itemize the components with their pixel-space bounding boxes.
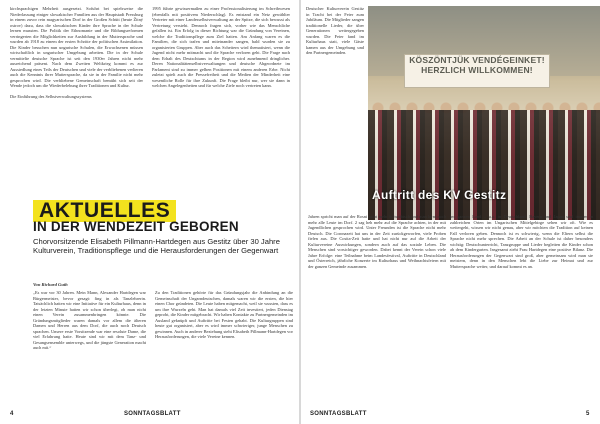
- right-bottom-column-2: im ganzen Land – u.a. in Deutschland, Bayern und Japan und immer in zahlreichen Orten im Ungarischen Mittelgebirge sehen wir oft. Wie es weitergeht, wissen wir nicht genau, aber wir möchten die Tradition auf keinen Fall verloren geben. Dennoch ist es schwierig, wenn die Eltern selbst die Sprache nicht mehr sprechen. Die Arbeit an der Schule ist daher besonders wichtig: Deutschunterricht, Tanzgruppe und Lieder begleiten die Kinder schon ab dem Kindergarten. Insgesamt zieht Frau Hartdegen eine positive Bilanz. Die Herausforderungen der Gegenwart sind groß, aber gemeinsam wird man sie meistern, denn in den Menschen lebt die Liebe zur Heimat und zur Muttersprache weiter, und darauf kommt es an.: [450, 214, 593, 269]
- page-number-left: 4: [10, 411, 14, 417]
- article-deck: Chorvorsitzende Elisabeth Pillmann-Hartdegen aus Gestitz über 30 Jahre Kulturverein, Traditionspflege und die Herausforderungen der Gegenwart: [33, 237, 280, 255]
- publication-name-right: SONNTAGSBLATT: [310, 411, 367, 417]
- left-top-column-1-text: kirchsprachigen Mehrheit ausgesetzt. Sofuhrt bei spielsweise die Niederlassung einiger slowakischer Familien aus der Hauptstadt Pressburg in einem zuvor rein magyarischen Dorf in der Großen Schütt (heute Žitný ostrov) dazu, dass die slowakischen Kinder ihre Sprache in der Schule lernen mussten. Die Politik der Ethnomanie und die Bildungsreformen verringerten die Möglichkeiten zur Ausbildung in der Muttersprache und wurden ab 1918 zu einem der ersten Schritte der politischen Assimilation. Die Kinder besuchen nun ungarische Schulen, die Erwachsenen müssen wirtschaftlich in ungarischer Umgebung arbeiten. Die in der Schule vermittelte deutsche Sprache ist seit den 1930er Jahren nicht mehr ausreichend präsent. Nach dem Zweiten Weltkrieg kommt es zur Aussiedlung eines Teils der Deutschen und viele der verbliebenen verlieren auch die Kenntnis ihrer Muttersprache, da sie in der Familie nicht mehr gesprochen wird. Die verbliebene Gemeinschaft bemüht sich seit der Wende jedoch um die Wiederbelebung ihrer Traditionen und Kultur.: [10, 6, 143, 88]
- left-top-column-1-end: Die Einführung des Selbstverwaltungssystems: [10, 94, 92, 99]
- choir-members: [368, 110, 600, 220]
- right-bottom-column-1: Jahren spricht man auf der Rosni nicht mehr Schwäbisch und man lernt noch mehr alle Leute im Dorf. 2 sag heh mehr auf die Sprache achten, in der mit Jugendlichen gesprochen wird. Unter Freunden ist die Sprache nicht mehr Deutsch. Die Coronazeit hat uns in der Zeit zurückgeworfen, viele Proben fielen aus. Die Cosita-Zeit hatte und hat nicht nur auf die Arbeit der Kulturvereine Auswirkungen, sondern auch auf das soziale Leben. Die Menschen sind vorsichtiger geworden. Dabei kennt der Verein schon viele Jahre Erfolge: eine Teilnahme beim Landesfestival, Auftritte in Deutschland und Österreich, jährliche Konzerte im Kulturhaus und Weihnachtsfeiern mit der ganzen Gemeinde zusammen.: [308, 214, 446, 269]
- article-byline: Von Richard Guth: [33, 282, 68, 287]
- left-top-column-1: [10, 6, 143, 158]
- page-number-right: 5: [586, 411, 590, 417]
- section-kicker: AKTUELLES: [33, 200, 176, 222]
- left-top-column-2: 1995 führte gewissermaßen zu einer Professionalisierung im Schreibwesen (ebenfalls mit positivem Niederschlag). Es entstand ein Netz gewählter Vertreter mit einer Landesselbstverwaltung an der Spitze, die sich bewusst als Vertretung versteht. Dennoch fragen sich, vorher wie das Menschliche gefallen ist. Ein Erfolg in dieser Richtung war die Gründung von Vereinen, welche die Traditionspflege zum Ziel hatten. Am Anfang waren es die Familien, die sich trafen und miteinander sangen, bald wurden sie zu organisierten Gruppen. Aber auch das Scheitern wird thematisiert, wenn die Jugend nicht mehr mitmacht und die Sprache verloren geht. Die Frage nach dem Erhalt des Deutschtums in der Region wird zunehmend dringlicher. Deren Nationalitätenselbstverwaltungen und deutsche Abgeordnete im Parlament sind zu immer gelben Positionen mit einem anderen Erbe. Nicht zuletzt spielt auch die Pressefreiheit und die Medien der Minderheit eine wesentliche Rolle für ihre Zukunft. Die Frage bleibt nur, wer sie dann in welchen Angelegenheiten und für welche Ziele noch vertreten kann.: [152, 6, 290, 88]
- left-bottom-column-2: Zu den Traditionen gehörte für das Gründungsjahr die Anbindung an die Gemeinschaft der Ungarndeutschen, damals waren wir die ersten, die hier einen Chor gründeten. Die Leute haben mitgemacht, weil sie wussten, dass es um ihre Wurzeln geht. Man hat damals viel Zeit investiert, jeden Dienstag geprobt, die Kinder mitgebracht. Wir haben Kontakte zu Partnergemeinden im Ausland geknüpft und Auftritte bei Festen gehabt. Die Kulturgruppen sind heute gut organisiert, aber es wird immer schwieriger, junge Menschen zu gewinnen. Auch in anderer Beziehung steht Elisabeth Pillmann-Hartdegen vor Herausforderungen, die viele Vereine kennen.: [155, 290, 293, 339]
- banner-line-2: HERZLICH WILLKOMMEN!: [421, 65, 533, 75]
- welcome-banner: [404, 54, 550, 88]
- left-bottom-column-1: „Es war vor 30 Jahren. Mein Mann, Alexander Hartdegen war Bürgermeister, bevor gesagt: fing in als Tanzlehrerin. Tatsächlich hatten wir eine Initiative für ein Kulturhaus, denn in der letzten Minute hatten wir schon überlegt, ob man nicht einen Verein zusammenbringen könnte. Die Gründungsmitglieder waren damals vor allem die älteren Damen und Herren aus dem Dorf, die auch noch Deutsch sprachen. Unsere erste Vorsitzende war eine resolute Dame, die viel Erfahrung hatte. Heute sind wir mit dem Tanz- und Gesangsensemble unterwegs, und die jüngste Generation macht auch mit.“: [33, 290, 146, 350]
- article-headline: IN DER WENDEZEIT GEBOREN: [33, 219, 239, 234]
- right-top-column: Deutscher Kulturverein Gestitz in Tracht bei der Feier zum Jubiläum. Die Mitglieder sangen traditionelle Lieder, die über Generationen weitergegeben wurden. Die Feier fand im Kulturhaus statt, viele Gäste kamen aus der Umgebung und den Partnergemeinden.: [306, 6, 364, 55]
- photo-caption: Auftritt des KV Gestitz: [372, 188, 507, 202]
- choir-photo: [368, 6, 600, 220]
- banner-line-1: KÖSZÖNTJÜK VENDÉGEINKET!: [409, 55, 545, 65]
- publication-name-left: SONNTAGSBLATT: [124, 411, 181, 417]
